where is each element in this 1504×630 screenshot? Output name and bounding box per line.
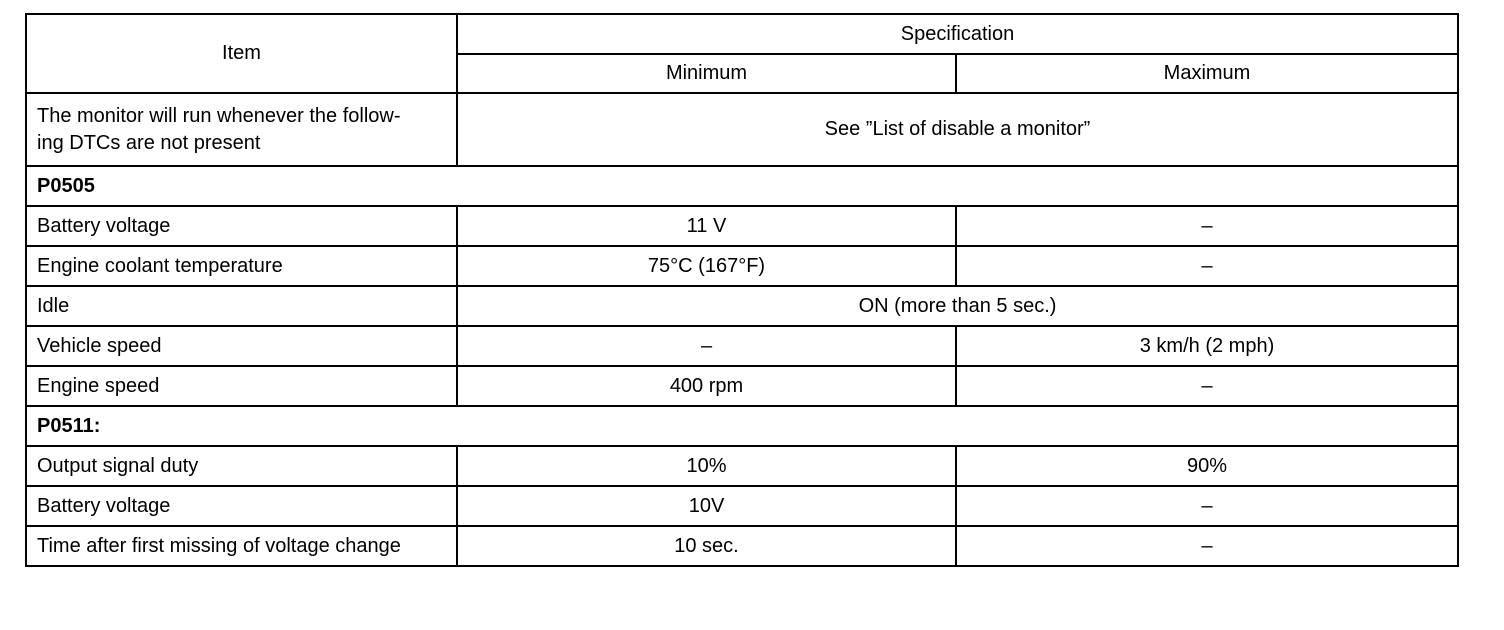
minimum-header: Minimum (457, 54, 956, 93)
table-row (26, 206, 1458, 246)
table-row (26, 446, 1458, 486)
item-text-line-1: The monitor will run whenever the follow- (37, 104, 401, 127)
maximum-cell: – (956, 206, 1458, 246)
maximum-cell: 3 km/h (2 mph) (956, 326, 1458, 366)
table-header (26, 14, 1458, 93)
maximum-cell: 90% (956, 446, 1458, 486)
maximum-cell: – (956, 246, 1458, 286)
maximum-cell: – (956, 366, 1458, 406)
specification-table (25, 13, 1459, 567)
item-cell: Engine coolant temperature (26, 246, 457, 286)
header-row-1 (26, 14, 1458, 54)
section-row (26, 406, 1458, 446)
minimum-cell: 75°C (167°F) (457, 246, 956, 286)
item-header: Item (26, 14, 457, 93)
section-row (26, 166, 1458, 206)
minimum-cell: 10% (457, 446, 956, 486)
minimum-cell: 400 rpm (457, 366, 956, 406)
spec-span-cell: See ”List of disable a monitor” (457, 93, 1458, 166)
item-cell: Engine speed (26, 366, 457, 406)
table-row (26, 486, 1458, 526)
item-cell: Idle (26, 286, 457, 326)
section-title: P0505 (26, 166, 1458, 206)
minimum-cell: 10 sec. (457, 526, 956, 566)
table-row (26, 286, 1458, 326)
maximum-header: Maximum (956, 54, 1458, 93)
section-title: P0511: (26, 406, 1458, 446)
minimum-cell: 11 V (457, 206, 956, 246)
maximum-cell: – (956, 526, 1458, 566)
table-row (26, 366, 1458, 406)
item-cell (26, 93, 457, 166)
item-cell: Vehicle speed (26, 326, 457, 366)
item-cell: Output signal duty (26, 446, 457, 486)
item-cell: Battery voltage (26, 486, 457, 526)
item-text-line-2: ing DTCs are not present (37, 131, 261, 154)
maximum-cell: – (956, 486, 1458, 526)
table-row (26, 326, 1458, 366)
spec-span-cell: ON (more than 5 sec.) (457, 286, 1458, 326)
item-cell: Battery voltage (26, 206, 457, 246)
specification-header: Specification (457, 14, 1458, 54)
table-body (26, 93, 1458, 566)
minimum-cell: – (457, 326, 956, 366)
table-row (26, 93, 1458, 166)
item-cell: Time after first missing of voltage change (26, 526, 457, 566)
minimum-cell: 10V (457, 486, 956, 526)
table-row (26, 246, 1458, 286)
table-row (26, 526, 1458, 566)
